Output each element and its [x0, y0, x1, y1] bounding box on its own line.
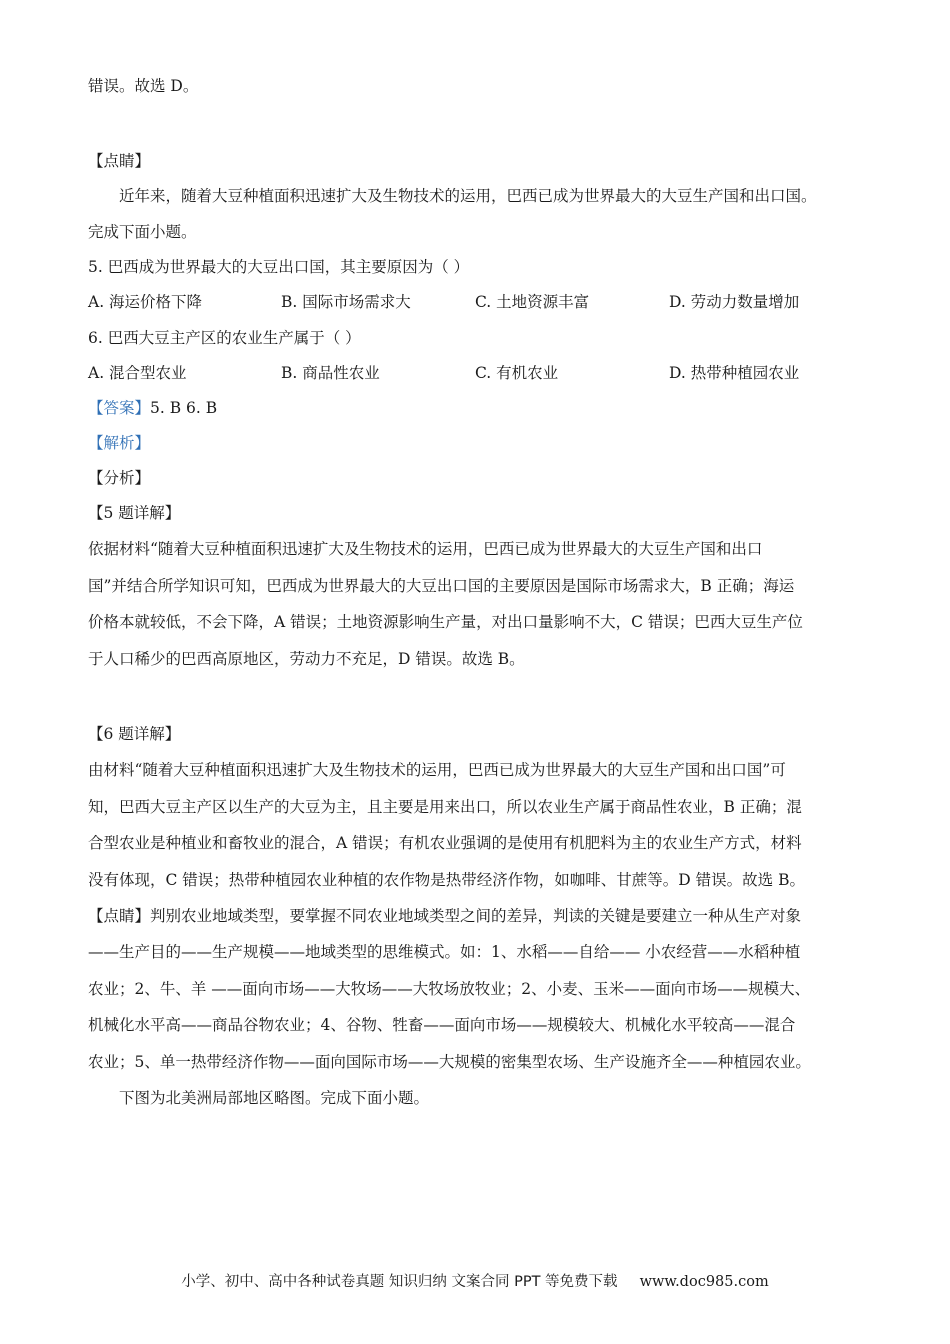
question-5: 5. 巴西成为世界最大的大豆出口国，其主要原因为（ ） [88, 258, 470, 276]
page-footer [0, 1270, 950, 1291]
material-text: 近年来，随着大豆种植面积迅速扩大及生物技术的运用，巴西已成为世界最大的大豆生产国和出口国。 [119, 187, 817, 205]
dianjing-note-line: 【点睛】判别农业地域类型，要掌握不同农业地域类型之间的差异，判读的关键是要建立一种从生产对象 [88, 907, 802, 925]
answer-label: 【答案】 [88, 399, 151, 417]
q5-detail-line: 于人口稀少的巴西高原地区，劳动力不充足，D 错误。故选 B。 [88, 650, 525, 668]
q5-detail-heading: 【5 题详解】 [88, 504, 181, 522]
footer-text: 小学、初中、高中各种试卷真题 知识归纳 文案合同 PPT 等免费下载 [181, 1274, 618, 1290]
prev-conclusion: 错误。故选 D。 [88, 77, 199, 95]
q6-detail-line: 知，巴西大豆主产区以生产的大豆为主，且主要是用来出口，所以农业生产属于商品性农业，B 正确；混 [88, 798, 802, 816]
q6-detail-line: 合型农业是种植业和畜牧业的混合，A 错误；有机农业强调的是使用有机肥料为主的农业生产方式，材料 [88, 834, 802, 852]
q6-option-d: D. 热带种植园农业 [669, 364, 800, 382]
dianjing-note-line: 农业；2、牛、羊 ——面向市场——大牧场——大牧场放牧业；2、小麦、玉米——面向市场——规模大、 [88, 980, 811, 998]
q6-detail-line: 没有体现，C 错误；热带种植园农业种植的农作物是热带经济作物，如咖啡、甘蔗等。D 错误。故选 B。 [88, 871, 805, 889]
q5-option-a: A. 海运价格下降 [88, 293, 203, 311]
q6-option-c: C. 有机农业 [475, 364, 559, 382]
material-instruction: 完成下面小题。 [88, 223, 197, 241]
q5-option-d: D. 劳动力数量增加 [669, 293, 800, 311]
q5-option-c: C. 土地资源丰富 [475, 293, 590, 311]
dianjing-note-line: 农业；5、单一热带经济作物——面向国际市场——大规模的密集型农场、生产设施齐全——种植园农业。 [88, 1053, 811, 1071]
question-6: 6. 巴西大豆主产区的农业生产属于（ ） [88, 329, 361, 347]
q5-detail-line: 价格本就较低，不会下降，A 错误；土地资源影响生产量，对出口量影响不大，C 错误；巴西大豆生产位 [88, 613, 803, 631]
q6-option-a: A. 混合型农业 [88, 364, 187, 382]
answer-line [88, 398, 217, 418]
q6-option-b: B. 商品性农业 [281, 364, 380, 382]
next-material-intro: 下图为北美洲局部地区略图。完成下面小题。 [119, 1089, 430, 1107]
q5-detail-line: 国”并结合所学知识可知，巴西成为世界最大的大豆出口国的主要原因是国际市场需求大，B 正确；海运 [88, 577, 795, 595]
footer-url[interactable]: www.doc985.com [639, 1274, 769, 1290]
dianjing-note-line: ——生产目的——生产规模——地域类型的思维模式。如：1、水稻——自给—— 小农经营——水稻种植 [88, 943, 801, 961]
answer-text: 5. B 6. B [150, 399, 218, 417]
fenxi-heading: 【分析】 [88, 469, 151, 487]
q6-detail-heading: 【6 题详解】 [88, 725, 181, 743]
dianjing-heading: 【点睛】 [88, 152, 151, 170]
dianjing-note-line: 机械化水平高——商品谷物农业；4、谷物、牲畜——面向市场——规模较大、机械化水平较高——混合 [88, 1016, 796, 1034]
q5-detail-line: 依据材料“随着大豆种植面积迅速扩大及生物技术的运用，巴西已成为世界最大的大豆生产国和出口 [88, 540, 763, 558]
analysis-label: 【解析】 [88, 434, 151, 452]
q6-detail-line: 由材料“随着大豆种植面积迅速扩大及生物技术的运用，巴西已成为世界最大的大豆生产国和出口国”可 [88, 761, 786, 779]
q5-option-b: B. 国际市场需求大 [281, 293, 411, 311]
